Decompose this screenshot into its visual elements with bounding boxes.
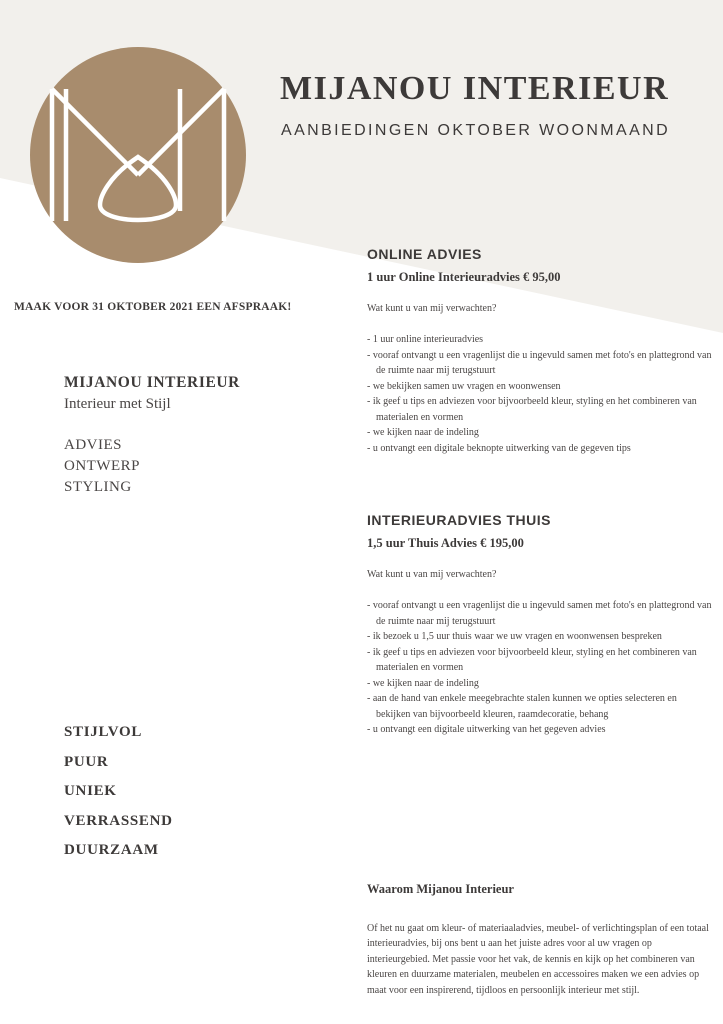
value-item: UNIEK [64, 783, 117, 799]
brand-block [64, 374, 240, 498]
list-item: - we bekijken samen uw vragen en woonwensen [367, 380, 561, 392]
value-item: VERRASSEND [64, 812, 173, 829]
page-title: MIJANOU INTERIEUR [280, 70, 670, 107]
value-item: STIJLVOL [64, 724, 143, 740]
value-item: DUURZAAM [64, 842, 159, 858]
why-heading: Waarom Mijanou Interieur [367, 882, 514, 896]
expectations-list [367, 332, 712, 456]
offer-price: 1 uur Online Interieuradvies € 95,00 [367, 270, 561, 284]
brand-name: MIJANOU INTERIEUR [64, 374, 240, 391]
section-heading: INTERIEURADVIES THUIS [367, 512, 551, 528]
list-item: - u ontvangt een digitale uitwerking van het gegeven advies [367, 724, 606, 735]
online-advies-section [367, 246, 712, 456]
values-list [64, 718, 173, 866]
list-item: - ik geef u tips en adviezen voor bijvoorbeeld kleur, styling en het combineren van materialen en vormen [367, 646, 697, 673]
thuis-advies-section [367, 512, 712, 738]
expectations-question: Wat kunt u van mij verwachten? [367, 569, 497, 580]
list-item: - we kijken naar de indeling [367, 677, 479, 689]
list-item: - ik bezoek u 1,5 uur thuis waar we uw vragen en woonwensen bespreken [367, 631, 662, 642]
offer-price: 1,5 uur Thuis Advies € 195,00 [367, 536, 524, 550]
brand-tagline: Interieur met Stijl [64, 396, 171, 412]
list-item: - vooraf ontvangt u een vragenlijst die u ingevuld samen met foto's en plattegrond van de ruimte naar mij terugstuurt [367, 600, 712, 627]
list-item: - aan de hand van enkele meegebrachte stalen kunnen we opties selecteren en bekijken van bijvoorbeeld kleuren, raamdecoratie, behang [367, 693, 677, 720]
value-item: PUUR [64, 753, 109, 770]
list-item: - vooraf ontvangt u een vragenlijst die u ingevuld samen met foto's en plattegrond van de ruimte naar mij terugstuurt [367, 349, 712, 376]
list-item: - we kijken naar de indeling [367, 427, 479, 438]
appointment-call-to-action: MAAK VOOR 31 OKTOBER 2021 EEN AFSPRAAK! [14, 301, 292, 313]
expectations-question: Wat kunt u van mij verwachten? [367, 303, 497, 314]
list-item: - 1 uur online interieuradvies [367, 334, 484, 345]
why-section [367, 882, 712, 998]
service-item: STYLING [64, 479, 132, 495]
expectations-list [367, 598, 712, 738]
monogram-m-drop-icon [30, 47, 246, 263]
page-subtitle: AANBIEDINGEN OKTOBER WOONMAAND [281, 122, 671, 139]
why-body: Of het nu gaat om kleur- of materiaaladvies, meubel- of verlichtingsplan of een totaal interieuradvies, bij ons bent u aan het juiste adres voor al uw vragen op interieurgebied. Met passie voor het vak, de kennis en kijk op het combineren van kleuren en duurzame materialen, meubelen en accessoires maken we een advies op maat voor een inspirerend, tijdloos en persoonlijk interieur met stijl. [367, 923, 709, 996]
services-list [64, 435, 240, 498]
list-item: - u ontvangt een digitale beknopte uitwerking van de gegeven tips [367, 442, 631, 454]
list-item: - ik geef u tips en adviezen voor bijvoorbeeld kleur, styling en het combineren van materialen en vormen [367, 396, 697, 423]
service-item: ONTWERP [64, 458, 140, 474]
section-heading: ONLINE ADVIES [367, 246, 482, 262]
service-item: ADVIES [64, 437, 122, 453]
